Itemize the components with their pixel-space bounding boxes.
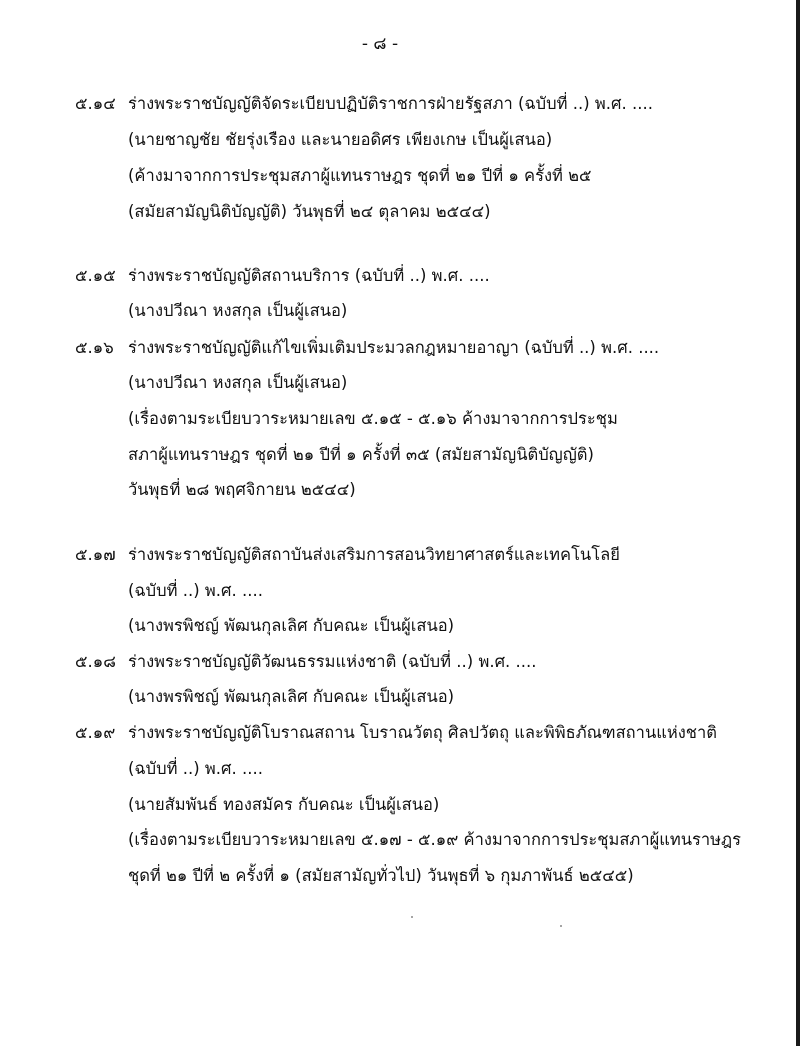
item-line: (นางปวีณา หงสกุล เป็นผู้เสนอ)	[128, 301, 348, 320]
item-number: ๕.๑๕	[75, 266, 116, 285]
item-line: (นางพรพิชญ์ พัฒนกุลเลิศ กับคณะ เป็นผู้เสนอ)	[128, 687, 455, 706]
item-number: ๕.๑๙	[75, 723, 116, 742]
item-number: ๕.๑๗	[75, 545, 116, 564]
item-line: (นายสัมพันธ์ ทองสมัคร กับคณะ เป็นผู้เสนอ)	[128, 795, 440, 814]
item-line: (ค้างมาจากการประชุมสภาผู้แทนราษฎร ชุดที่ ๒๑ ปีที่ ๑ ครั้งที่ ๒๕	[128, 166, 592, 185]
item-title: ร่างพระราชบัญญัติสถานบริการ (ฉบับที่ ..) พ.ศ. ....	[128, 266, 490, 285]
item-title: ร่างพระราชบัญญัติสถาบันส่งเสริมการสอนวิทยาศาสตร์และเทคโนโลยี	[128, 545, 620, 564]
item-line: (ฉบับที่ ..) พ.ศ. ....	[128, 759, 263, 778]
item-line: (ฉบับที่ ..) พ.ศ. ....	[128, 581, 263, 600]
item-line: สภาผู้แทนราษฎร ชุดที่ ๒๑ ปีที่ ๑ ครั้งที่ ๓๕ (สมัยสามัญนิติบัญญัติ)	[128, 445, 594, 464]
scan-speck	[560, 925, 562, 927]
item-line: (เรื่องตามระเบียบวาระหมายเลข ๕.๑๕ - ๕.๑๖ ค้างมาจากการประชุม	[128, 409, 618, 428]
page-edge	[796, 0, 800, 1046]
item-line: ชุดที่ ๒๑ ปีที่ ๒ ครั้งที่ ๑ (สมัยสามัญทั่วไป) วันพุธที่ ๖ กุมภาพันธ์ ๒๕๔๕)	[128, 866, 634, 885]
item-title: ร่างพระราชบัญญัติวัฒนธรรมแห่งชาติ (ฉบับที่ ..) พ.ศ. ....	[128, 652, 537, 671]
item-line: (เรื่องตามระเบียบวาระหมายเลข ๕.๑๗ - ๕.๑๙ ค้างมาจากการประชุมสภาผู้แทนราษฎร	[128, 830, 741, 849]
scan-speck	[411, 916, 413, 918]
item-line: (สมัยสามัญนิติบัญญัติ) วันพุธที่ ๒๔ ตุลาคม ๒๕๔๔)	[128, 202, 491, 221]
item-title: ร่างพระราชบัญญัติแก้ไขเพิ่มเติมประมวลกฎหมายอาญา (ฉบับที่ ..) พ.ศ. ....	[128, 338, 660, 357]
item-line: (นางพรพิชญ์ พัฒนกุลเลิศ กับคณะ เป็นผู้เสนอ)	[128, 616, 455, 635]
item-number: ๕.๑๔	[75, 94, 116, 113]
item-title: ร่างพระราชบัญญัติจัดระเบียบปฏิบัติราชการฝ่ายรัฐสภา (ฉบับที่ ..) พ.ศ. ....	[128, 94, 653, 113]
item-number: ๕.๑๖	[75, 338, 114, 357]
item-title: ร่างพระราชบัญญัติโบราณสถาน โบราณวัตถุ ศิลปวัตถุ และพิพิธภัณฑสถานแห่งชาติ	[128, 723, 717, 742]
page-number: - ๘ -	[361, 34, 399, 54]
item-line: (นายชาญชัย ชัยรุ่งเรือง และนายอดิศร เพียงเกษ เป็นผู้เสนอ)	[128, 130, 553, 149]
item-line: วันพุธที่ ๒๘ พฤศจิกายน ๒๕๔๔)	[128, 480, 356, 499]
item-line: (นางปวีณา หงสกุล เป็นผู้เสนอ)	[128, 373, 348, 392]
item-number: ๕.๑๘	[75, 652, 116, 671]
